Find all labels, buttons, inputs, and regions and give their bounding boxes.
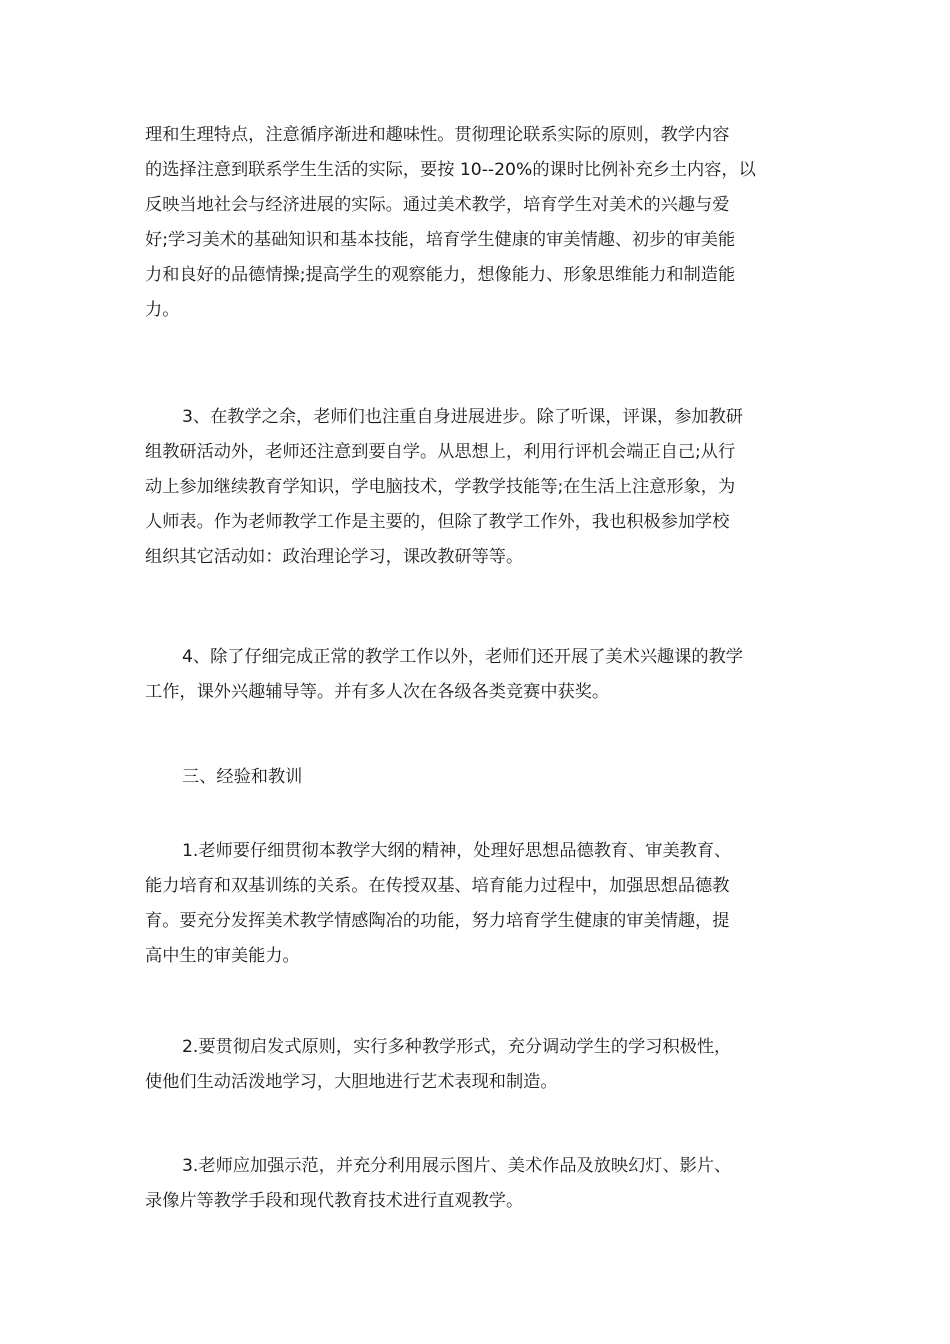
paragraph-5	[145, 834, 815, 974]
text-line: 2.要贯彻启发式原则，实行多种教学形式，充分调动学生的学习积极性，	[182, 1037, 732, 1057]
text-line: 录像片等教学手段和现代教育技术进行直观教学。	[145, 1191, 524, 1211]
text-line: 育。要充分发挥美术教学情感陶冶的功能，努力培育学生健康的审美情趣，提	[145, 911, 730, 931]
text-line: 高中生的审美能力。	[145, 946, 300, 966]
paragraph-1	[145, 118, 815, 328]
text-line: 能力培育和双基训练的关系。在传授双基、培育能力过程中，加强思想品德教	[145, 876, 730, 896]
text-line: 1.老师要仔细贯彻本教学大纲的精神，处理好思想品德教育、审美教育、	[182, 841, 732, 861]
section-heading	[145, 760, 815, 795]
text-line: 动上参加继续教育学知识，学电脑技术，学教学技能等;在生活上注意形象，为	[145, 477, 736, 497]
text-line: 人师表。作为老师教学工作是主要的，但除了教学工作外，我也积极参加学校	[145, 512, 730, 532]
text-line: 工作，课外兴趣辅导等。并有多人次在各级各类竞赛中获奖。	[145, 682, 610, 702]
text-line: 的选择注意到联系学生生活的实际，要按 10--20%的课时比例补充乡土内容，以	[145, 160, 756, 180]
text-line: 组织其它活动如：政治理论学习，课改教研等等。	[145, 547, 524, 567]
paragraph-2	[145, 400, 815, 575]
text-line: 力。	[145, 300, 180, 320]
text-line: 反映当地社会与经济进展的实际。通过美术教学，培育学生对美术的兴趣与爱	[145, 195, 730, 215]
text-line: 使他们生动活泼地学习，大胆地进行艺术表现和制造。	[145, 1072, 558, 1092]
text-line: 好;学习美术的基础知识和基本技能，培育学生健康的审美情趣、初步的审美能	[145, 230, 736, 250]
paragraph-3	[145, 640, 815, 710]
paragraph-6	[145, 1030, 815, 1100]
paragraph-7	[145, 1149, 815, 1219]
text-line: 组教研活动外，老师还注意到要自学。从思想上，利用行评机会端正自己;从行	[145, 442, 736, 462]
heading-text: 三、经验和教训	[182, 767, 303, 787]
text-line: 3、在教学之余，老师们也注重自身进展进步。除了听课，评课，参加教研	[182, 407, 743, 427]
text-line: 3.老师应加强示范，并充分利用展示图片、美术作品及放映幻灯、影片、	[182, 1156, 732, 1176]
text-line: 4、除了仔细完成正常的教学工作以外，老师们还开展了美术兴趣课的教学	[182, 647, 743, 667]
text-line: 理和生理特点，注意循序渐进和趣味性。贯彻理论联系实际的原则，教学内容	[145, 125, 730, 145]
text-line: 力和良好的品德情操;提高学生的观察能力，想像能力、形象思维能力和制造能	[145, 265, 736, 285]
